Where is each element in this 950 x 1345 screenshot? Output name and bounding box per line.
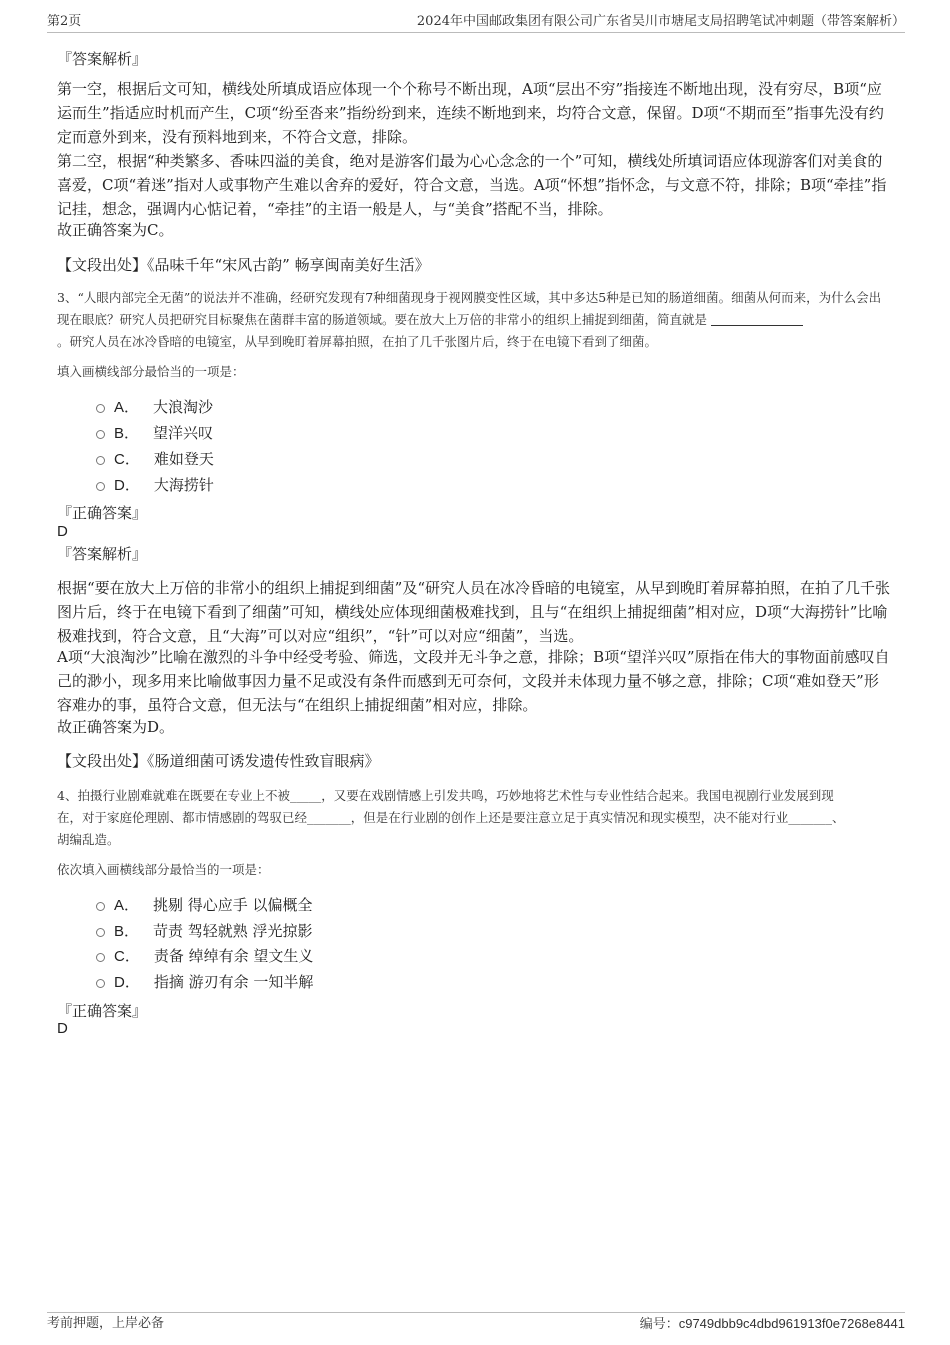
correct-answer: D	[57, 1020, 68, 1037]
page-footer	[47, 1312, 905, 1333]
correct-answer-label: 『正确答案』	[57, 504, 148, 522]
radio-icon[interactable]	[96, 456, 105, 465]
option-c[interactable]: C． 责备 绰绰有余 望文生义	[96, 945, 313, 968]
radio-icon[interactable]	[96, 404, 105, 413]
document-code	[640, 1314, 905, 1334]
radio-icon[interactable]	[96, 928, 105, 937]
question-prompt: 依次填入画横线部分最恰当的一项是：	[57, 862, 270, 877]
question-stem: 3、“人眼内部完全无菌”的说法并不准确，经研究发现有7种细菌现身于视网膜变性区域，其中多达5种是已知的肠道细菌。细菌从何而来，为什么会出现在眼底？研究人员把研究目标聚焦在菌群丰富的肠道领域。要在放大上万倍的非常小的组织上捕捉到细菌，简直就是 。研究人员在冰冷昏暗的电镜室，从早到晚盯着屏幕拍照，在拍了几千张图片后，终于在电镜下看到了细菌。	[57, 290, 882, 349]
answer-conclusion: 故正确答案为D。	[57, 718, 175, 736]
code-label: 编号：	[639, 1316, 679, 1331]
radio-icon[interactable]	[96, 430, 105, 439]
radio-icon[interactable]	[96, 953, 105, 962]
footer-slogan: 考前押题，上岸必备	[47, 1316, 165, 1331]
option-d[interactable]: D． 大海捞针	[96, 474, 214, 497]
analysis-label: 『答案解析』	[57, 50, 148, 68]
option-a[interactable]: A． 挑剔 得心应手 以偏概全	[96, 894, 313, 917]
passage-source: 【文段出处】《品味千年“宋风古韵” 畅享闽南美好生活》	[57, 256, 430, 274]
analysis-paragraph: 根据“要在放大上万倍的非常小的组织上捕捉到细菌”及“研究人员在冰冷昏暗的电镜室，从早到晚盯着屏幕拍照，在拍了几千张图片后，终于在电镜下看到了细菌”可知，横线处应体现细菌极难找到，且与“在组织上捕捉细菌”相对应，D项“大海捞针”比喻极难找到，符合文意，且“大海”可以对应“组织”，“针”可以对应“细菌”，当选。	[57, 579, 891, 645]
correct-answer-label: 『正确答案』	[57, 1002, 148, 1020]
answer-blank	[711, 311, 803, 326]
code-value: c9749dbb9c4dbd961913f0e7268e8441	[678, 1316, 905, 1331]
page-header	[47, 12, 905, 33]
radio-icon[interactable]	[96, 902, 105, 911]
analysis-label: 『答案解析』	[57, 545, 148, 563]
question-stem: 4、拍摄行业剧难就难在既要在专业上不被_____，又要在戏剧情感上引发共鸣，巧妙地将艺术性与专业性结合起来。我国电视剧行业发展到现 在，对于家庭伦理剧、都市情感剧的驾驭已经_______，但是在行业剧的创作上还是要注意立足于真实情况和现实模型，决不能对行业_______、 胡编乱造。	[57, 788, 845, 847]
analysis-paragraph: A项“大浪淘沙”比喻在激烈的斗争中经受考验、筛选，文段并无斗争之意，排除；B项“望洋兴叹”原指在伟大的事物面前感叹自己的渺小，现多用来比喻做事因力量不足或没有条件而感到无可奈何，文段并未体现力量不够之意，排除；C项“难如登天”形容难办的事，虽符合文意，但无法与“在组织上捕捉细菌”相对应，排除。	[57, 648, 890, 714]
answer-conclusion: 故正确答案为C。	[57, 221, 174, 239]
analysis-paragraph: 第二空，根据“种类繁多、香味四溢的美食，绝对是游客们最为心心念念的一个”可知，横线处所填词语应体现游客们对美食的喜爱，C项“着迷”指对人或事物产生难以舍弃的爱好，符合文意，当选。A项“怀想”指怀念，与文意不符，排除；B项“牵挂”指记挂，想念，强调内心惦记着，“牵挂”的主语一般是人，与“美食”搭配不当，排除。	[57, 152, 887, 218]
document-title: 2024年中国邮政集团有限公司广东省吴川市塘尾支局招聘笔试冲刺题（带答案解析）	[416, 14, 905, 29]
correct-answer: D	[57, 523, 68, 540]
option-b[interactable]: B． 苛责 驾轻就熟 浮光掠影	[96, 920, 313, 943]
option-a[interactable]: A． 大浪淘沙	[96, 396, 213, 419]
analysis-paragraph: 第一空，根据后文可知，横线处所填成语应体现一个个称号不断出现，A项“层出不穷”指接连不断地出现，没有穷尽，B项“应运而生”指适应时机而产生，C项“纷至沓来”指纷纷到来，连续不断地到来，均符合文意，保留。D项“不期而至”指事先没有约定而意外到来，没有预料地到来，不符合文意，排除。	[57, 80, 884, 146]
radio-icon[interactable]	[96, 482, 105, 491]
option-d[interactable]: D． 指摘 游刃有余 一知半解	[96, 971, 313, 994]
question-prompt: 填入画横线部分最恰当的一项是：	[57, 364, 245, 379]
page-number: 第2页	[47, 14, 82, 29]
radio-icon[interactable]	[96, 979, 105, 988]
option-c[interactable]: C． 难如登天	[96, 448, 214, 471]
option-b[interactable]: B． 望洋兴叹	[96, 422, 213, 445]
passage-source: 【文段出处】《肠道细菌可诱发遗传性致盲眼病》	[57, 752, 380, 770]
